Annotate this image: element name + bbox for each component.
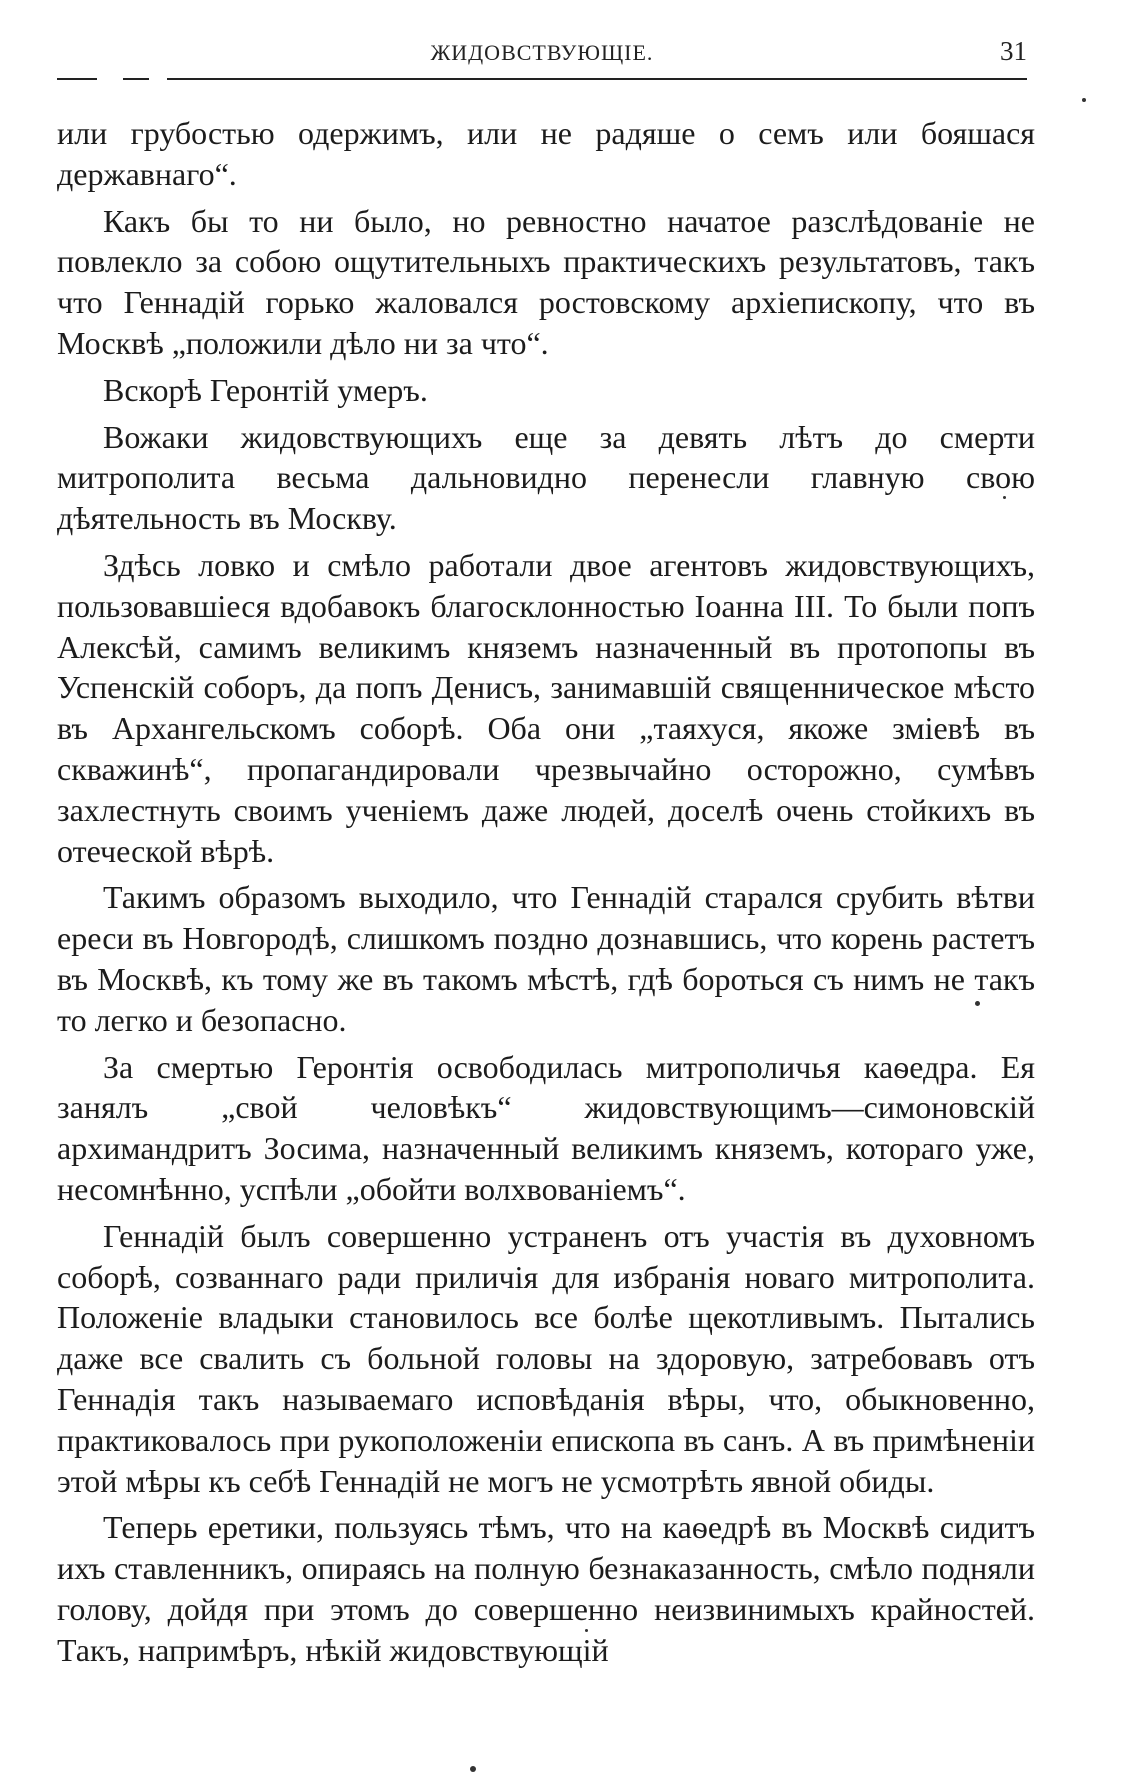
running-head: ЖИДОВСТВУЮЩIЕ. xyxy=(430,40,654,65)
paragraph-3: Вскорѣ Геронтiй умеръ. xyxy=(103,371,428,408)
print-speck xyxy=(470,1766,476,1772)
header-rule-gap xyxy=(149,76,167,82)
page-header xyxy=(57,34,1027,80)
paragraph-4: Вожаки жидовствующихъ еще за девять лѣтъ до смерти митрополита весьма дальновидно перенесли главную свою дѣятельность въ Москву. xyxy=(57,418,1035,537)
body-text xyxy=(57,113,1035,1670)
print-speck xyxy=(1082,98,1086,102)
header-rule xyxy=(57,78,1027,80)
print-speck xyxy=(975,1001,980,1006)
paragraph-2: Какъ бы то ни было, но ревностно начатое разслѣдованiе не повлекло за собою ощутительныхъ практическихъ результатовъ, такъ что Геннадiй горько жаловался ростовскому архiепископу, что въ Москвѣ „положили дѣло ни за что“. xyxy=(57,202,1035,361)
paragraph-5: Здѣсь ловко и смѣло работали двое агентовъ жидовствующихъ, пользовавшiеся вдобавокъ благосклонностью Iоанна III. То были попъ Алексѣй, самимъ великимъ княземъ назначенный въ протопопы въ Успенскiй соборъ, да попъ Денисъ, занимавшiй священническое мѣсто въ Архангельскомъ соборѣ. Оба они „таяхуся, якоже змiевѣ въ скважинѣ“, пропагандировали чрезвычайно осторожно, сумѣвъ захлестнуть своимъ ученiемъ даже людей, доселѣ очень стойкихъ въ отеческой вѣрѣ. xyxy=(57,546,1035,869)
paragraph-8: Геннадiй былъ совершенно устраненъ отъ участiя въ духовномъ соборѣ, созваннаго ради приличiя для избранiя новаго митрополита. Положенiе владыки становилось все болѣе щекотливымъ. Пытались даже все свалить съ больной головы на здоровую, затребовавъ отъ Геннадiя такъ называемаго исповѣданiя вѣры, что, обыкновенно, практиковалось при рукоположенiи епископа въ санъ. А въ примѣненiи этой мѣры къ себѣ Геннадiй не могъ не усмотрѣть явной обиды. xyxy=(57,1217,1035,1499)
header-rule-gap xyxy=(97,76,123,82)
paragraph-6: Такимъ образомъ выходило, что Геннадiй старался срубить вѣтви ереси въ Новгородѣ, слишкомъ поздно дознавшись, что корень растетъ въ Москвѣ, къ тому же въ такомъ мѣстѣ, гдѣ бороться съ нимъ не такъ то легко и безопасно. xyxy=(57,879,1035,1038)
paragraph-1: или грубостью одержимъ, или не радяше о семъ или бояшася державнаго“. xyxy=(57,115,1035,192)
print-speck xyxy=(585,1629,588,1632)
page-number: 31 xyxy=(1000,36,1027,66)
print-speck xyxy=(1003,496,1006,499)
paragraph-7: За смертью Геронтiя освободилась митрополичья каѳедра. Ея занялъ „свой человѣкъ“ жидовствующимъ—симоновскiй архимандритъ Зосима, назначенный великимъ княземъ, котораго уже, несомнѣнно, успѣли „обойти волхвованiемъ“. xyxy=(57,1048,1035,1207)
paragraph-9: Теперь еретики, пользуясь тѣмъ, что на каѳедрѣ въ Москвѣ сидитъ ихъ ставленникъ, опираясь на полную безнаказанность, смѣло подняли голову, дойдя при этомъ до совершенно неизвинимыхъ крайностей. Такъ, напримѣръ, нѣкiй жидовствующiй xyxy=(57,1509,1035,1668)
